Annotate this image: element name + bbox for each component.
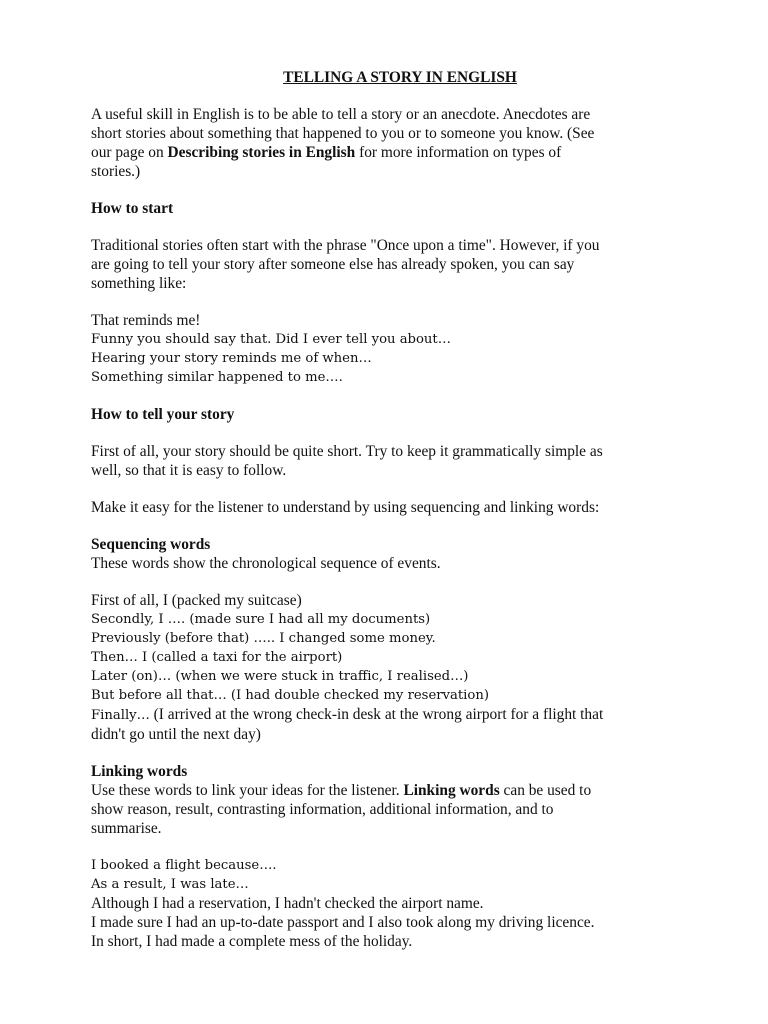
heading-linking-words: Linking words bbox=[91, 763, 188, 780]
heading-how-to-tell: How to tell your story bbox=[91, 406, 235, 423]
linking-example: I booked a flight because…. bbox=[91, 858, 277, 873]
sequencing-example: First of all, I (packed my suitcase) bbox=[91, 592, 302, 609]
start-example: Hearing your story reminds me of when… bbox=[91, 351, 372, 366]
start-examples bbox=[91, 311, 691, 387]
start-line-3: something like: bbox=[91, 275, 187, 292]
how-to-start-paragraph bbox=[91, 236, 691, 293]
tell-line-2: well, so that it is easy to follow. bbox=[91, 462, 287, 479]
finally-rest: (I arrived at the wrong check-in desk at the wrong airport for a flight that bbox=[149, 706, 604, 723]
linking-example: As a result, I was late… bbox=[91, 877, 249, 892]
start-line-1: Traditional stories often start with the phrase "Once upon a time". However, if you bbox=[91, 237, 600, 254]
linking-desc-pre: Use these words to link your ideas for the listener. bbox=[91, 782, 404, 799]
sequencing-examples bbox=[91, 591, 691, 744]
how-to-tell-paragraph bbox=[91, 442, 691, 480]
heading-sequencing-words: Sequencing words bbox=[91, 536, 211, 553]
linking-words-bold: Linking words bbox=[403, 782, 500, 799]
tell-line-3: Make it easy for the listener to understand by using sequencing and linking words: bbox=[91, 499, 600, 516]
intro-line-4: stories.) bbox=[91, 163, 141, 180]
linking-desc-line-3: summarise. bbox=[91, 820, 162, 837]
sequencing-example: Then… I (called a taxi for the airport) bbox=[91, 650, 343, 665]
intro-line-3-post: for more information on types of bbox=[355, 144, 562, 161]
sequencing-description: These words show the chronological sequence of events. bbox=[91, 555, 441, 572]
sequencing-example: Previously (before that) ….. I changed some money. bbox=[91, 631, 436, 646]
sequencing-example: But before all that… (I had double checked my reservation) bbox=[91, 688, 489, 703]
linking-desc-line-1 bbox=[91, 781, 691, 800]
intro-line-2: short stories about something that happened to you or to someone you know. (See bbox=[91, 125, 595, 142]
describing-stories-link: Describing stories in English bbox=[167, 144, 356, 161]
linking-description bbox=[91, 781, 691, 838]
linking-example: Although I had a reservation, I hadn't checked the airport name. bbox=[91, 895, 484, 912]
intro-line-3 bbox=[91, 143, 691, 162]
linking-example: In short, I had made a complete mess of the holiday. bbox=[91, 933, 413, 950]
linking-desc-line-2: show reason, result, contrasting information, additional information, and to bbox=[91, 801, 554, 818]
tell-line-1: First of all, your story should be quite short. Try to keep it grammatically simple as bbox=[91, 443, 603, 460]
sequencing-example: Later (on)… (when we were stuck in traffic, I realised…) bbox=[91, 669, 469, 684]
intro-line-1: A useful skill in English is to be able to tell a story or an anecdote. Anecdotes are bbox=[91, 106, 591, 123]
start-example: Something similar happened to me…. bbox=[91, 370, 343, 385]
sequencing-example-finally bbox=[91, 705, 691, 725]
sequencing-example: Secondly, I …. (made sure I had all my documents) bbox=[91, 612, 431, 627]
linking-examples bbox=[91, 856, 691, 951]
sequencing-example-finally-cont: didn't go until the next day) bbox=[91, 726, 261, 743]
start-example: That reminds me! bbox=[91, 312, 201, 329]
linking-example: I made sure I had an up-to-date passport and I also took along my driving licence. bbox=[91, 914, 595, 931]
start-line-2: are going to tell your story after someone else has already spoken, you can say bbox=[91, 256, 575, 273]
intro-paragraph bbox=[91, 105, 691, 181]
finally-lead: Finally… bbox=[91, 708, 150, 723]
heading-how-to-start: How to start bbox=[91, 200, 174, 217]
document-page bbox=[91, 68, 691, 951]
intro-line-3-pre: our page on bbox=[91, 144, 168, 161]
linking-desc-post: can be used to bbox=[499, 782, 592, 799]
start-example: Funny you should say that. Did I ever tell you about… bbox=[91, 332, 451, 347]
document-title: TELLING A STORY IN ENGLISH bbox=[283, 69, 517, 86]
